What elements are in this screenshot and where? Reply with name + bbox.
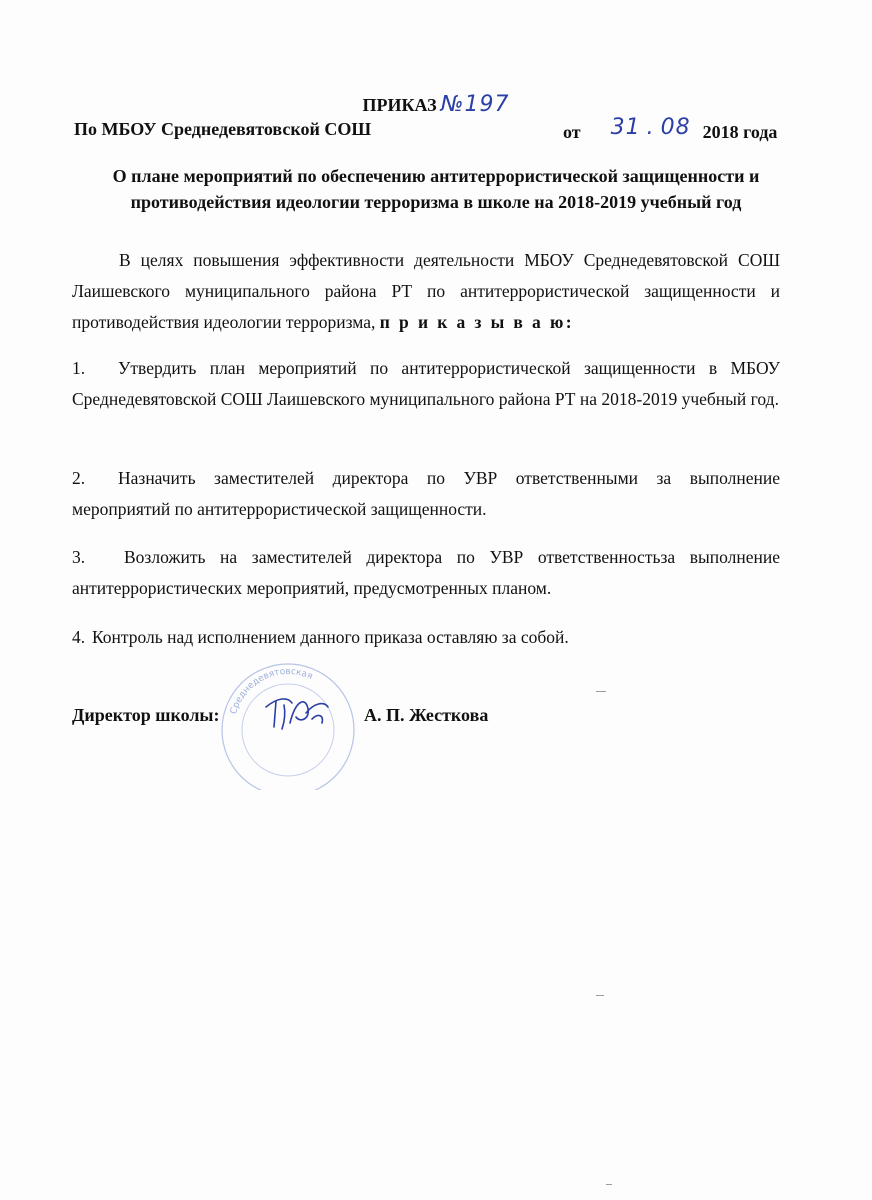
doc-type: ПРИКАЗ [362,95,437,115]
signer-name: А. П. Жесткова [364,705,489,725]
stamp-ring-text: Среднедевятовская [228,666,314,716]
date-day: 31 [610,115,641,140]
item-number: 3. [72,547,86,567]
order-item-2 [72,463,780,525]
order-subject [60,163,812,215]
item-number: 4. [72,627,86,647]
handwritten-date: 31 . 08 [610,115,691,140]
item-text: Возложить на заместителей директора по УВР ответственностьза выполнение антитеррористических мероприятий, предусмотренных планом. [72,547,780,598]
order-item-3 [72,542,780,604]
organization-name: По МБОУ Среднедевятовской СОШ [74,119,372,139]
item-text: Утвердить план мероприятий по антитеррористической защищенности в МБОУ Среднедевятовской СОШ Лаишевского муниципального района РТ на 2018-2019 учебный год. [72,358,780,409]
intro-paragraph [72,245,780,338]
intro-text: В целях повышения эффективности деятельности МБОУ Среднедевятовской СОШ Лаишевского муниципального района РТ по антитеррористической защищенности и противодействия идеологии терроризма, [72,250,780,332]
document-title [0,92,872,117]
item-number: 1. [72,358,86,378]
scan-speck [596,995,604,996]
item-number: 2. [72,468,86,488]
scan-speck [606,1184,612,1185]
signer-position: Директор школы: [72,705,220,725]
handwritten-doc-number: №197 [440,92,510,117]
scan-speck [596,691,606,692]
order-item-1 [72,353,780,415]
date-prefix: от [563,122,581,142]
item-text: Контроль над исполнением данного приказа оставляю за собой. [92,627,569,647]
item-text: Назначить заместителей директора по УВР ответственными за выполнение мероприятий по антитеррористической защищенности. [72,468,780,519]
order-item-4 [72,622,780,653]
subject-line-2: противодействия идеологии терроризма в школе на 2018-2019 учебный год [130,192,742,212]
handwritten-signature-icon [262,693,332,735]
date-year: 2018 года [702,122,778,142]
order-word: п р и к а з ы в а ю: [379,312,574,332]
date-month: 08 [660,115,691,140]
document-date [563,115,778,144]
subject-line-1: О плане мероприятий по обеспечению антитеррористической защищенности и [112,166,760,186]
